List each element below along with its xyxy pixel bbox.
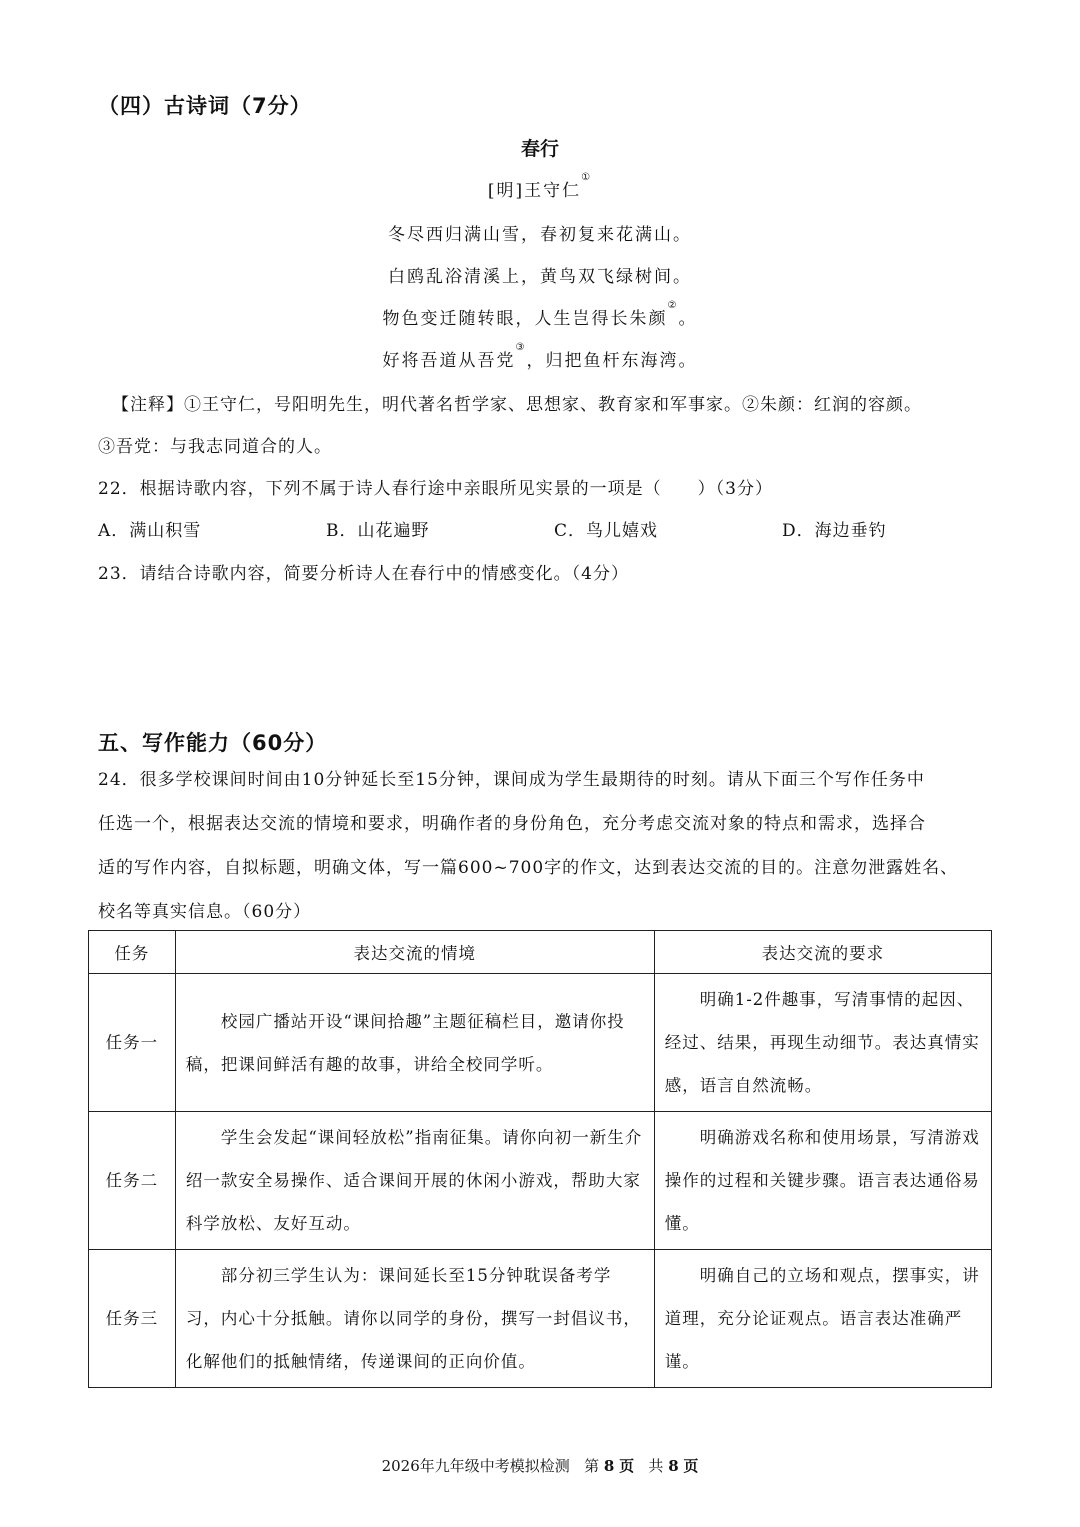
poem-notes-line-1: 【注释】①王守仁，号阳明先生，明代著名哲学家、思想家、教育家和军事家。②朱颜：红润的容颜。: [112, 395, 922, 415]
poem-line-text: 好将吾道从吾党: [382, 351, 516, 371]
task-situation: 学生会发起“课间轻放松”指南征集。请你向初一新生介绍一款安全易操作、适合课间开展的休闲小游戏，帮助大家科学放松、友好互动。: [175, 1112, 654, 1250]
task-situation: 校园广播站开设“课间拾趣”主题征稿栏目，邀请你投稿，把课间鲜活有趣的故事，讲给全校同学听。: [175, 974, 654, 1112]
note-mark: ②: [667, 300, 679, 311]
poem-line-tail: ，归把鱼杆东海湾。: [526, 351, 698, 371]
writing-prompt-line: 适的写作内容，自拟标题，明确文体，写一篇600~700字的作文，达到表达交流的目的。注意勿泄露姓名、: [98, 858, 959, 878]
poem-line-1: [0, 220, 1080, 245]
writing-prompt-line: 24．很多学校课间时间由10分钟延长至15分钟，课间成为学生最期待的时刻。请从下面三个写作任务中: [98, 770, 925, 790]
poem-line-tail: 。: [678, 309, 698, 329]
task-requirement: 明确自己的立场和观点，摆事实，讲道理，充分论证观点。语言表达准确严谨。: [654, 1250, 991, 1388]
table-row: [89, 1250, 992, 1388]
table-header-task: 任务: [89, 931, 176, 974]
footer-total-prefix: 共: [648, 1457, 664, 1475]
footer-page-prefix: 第: [584, 1457, 600, 1475]
poem-line-4: [0, 342, 1080, 371]
table-header-row: [89, 931, 992, 974]
poem-line-text: 冬尽西归满山雪，春初复来花满山。: [388, 225, 692, 245]
table-header-situation: 表达交流的情境: [175, 931, 654, 974]
task-situation: 部分初三学生认为：课间延长至15分钟耽误备考学习，内心十分抵触。请你以同学的身份，撰写一封倡议书，化解他们的抵触情绪，传递课间的正向价值。: [175, 1250, 654, 1388]
author-note-mark: ①: [581, 172, 593, 183]
poem-line-3: [0, 300, 1080, 329]
footer-page-number: 8: [603, 1457, 615, 1475]
writing-section-heading: 五、写作能力（60分）: [98, 731, 328, 755]
task-requirement: 明确1-2件趣事，写清事情的起因、经过、结果，再现生动细节。表达真情实感，语言自然流畅。: [654, 974, 991, 1112]
poem-line-text: 白鸥乱浴清溪上，黄鸟双飞绿树间。: [388, 267, 692, 287]
footer-page-unit: 页: [619, 1457, 635, 1475]
task-label: 任务三: [89, 1250, 176, 1388]
question-22-option-d: D．海边垂钓: [782, 521, 887, 541]
question-22-stem: 22．根据诗歌内容，下列不属于诗人春行途中亲眼所见实景的一项是（ ）（3分）: [98, 479, 773, 499]
footer-exam-title: 2026年九年级中考模拟检测: [381, 1457, 570, 1475]
task-requirement: 明确游戏名称和使用场景，写清游戏操作的过程和关键步骤。语言表达通俗易懂。: [654, 1112, 991, 1250]
table-header-requirement: 表达交流的要求: [654, 931, 991, 974]
footer-total-number: 8: [668, 1457, 679, 1475]
writing-task-table: [88, 930, 992, 1388]
page-footer: [0, 1455, 1080, 1476]
footer-total-unit: 页: [683, 1457, 699, 1475]
task-label: 任务二: [89, 1112, 176, 1250]
poem-author-name: [明]王守仁: [487, 181, 582, 201]
task-label: 任务一: [89, 974, 176, 1112]
poem-notes-line-2: ③吾党：与我志同道合的人。: [98, 437, 332, 457]
writing-prompt-line: 任选一个，根据表达交流的情境和要求，明确作者的身份角色，充分考虑交流对象的特点和需求，选择合: [98, 814, 926, 834]
poem-author: [0, 172, 1080, 201]
table-row: [89, 974, 992, 1112]
question-22-option-b: B．山花遍野: [326, 521, 430, 541]
poem-line-text: 物色变迁随转眼，人生岂得长朱颜: [382, 309, 668, 329]
poem-line-2: [0, 262, 1080, 287]
table-row: [89, 1112, 992, 1250]
note-mark: ③: [515, 342, 527, 353]
poetry-section-heading: （四）古诗词（7分）: [98, 94, 312, 118]
question-23-stem: 23．请结合诗歌内容，简要分析诗人在春行中的情感变化。（4分）: [98, 564, 629, 584]
question-22-option-a: A．满山积雪: [98, 521, 202, 541]
question-22-option-c: C．鸟儿嬉戏: [554, 521, 659, 541]
writing-prompt-line: 校名等真实信息。（60分）: [98, 902, 312, 922]
poem-title: 春行: [520, 138, 559, 160]
writing-prompt: [98, 758, 988, 934]
